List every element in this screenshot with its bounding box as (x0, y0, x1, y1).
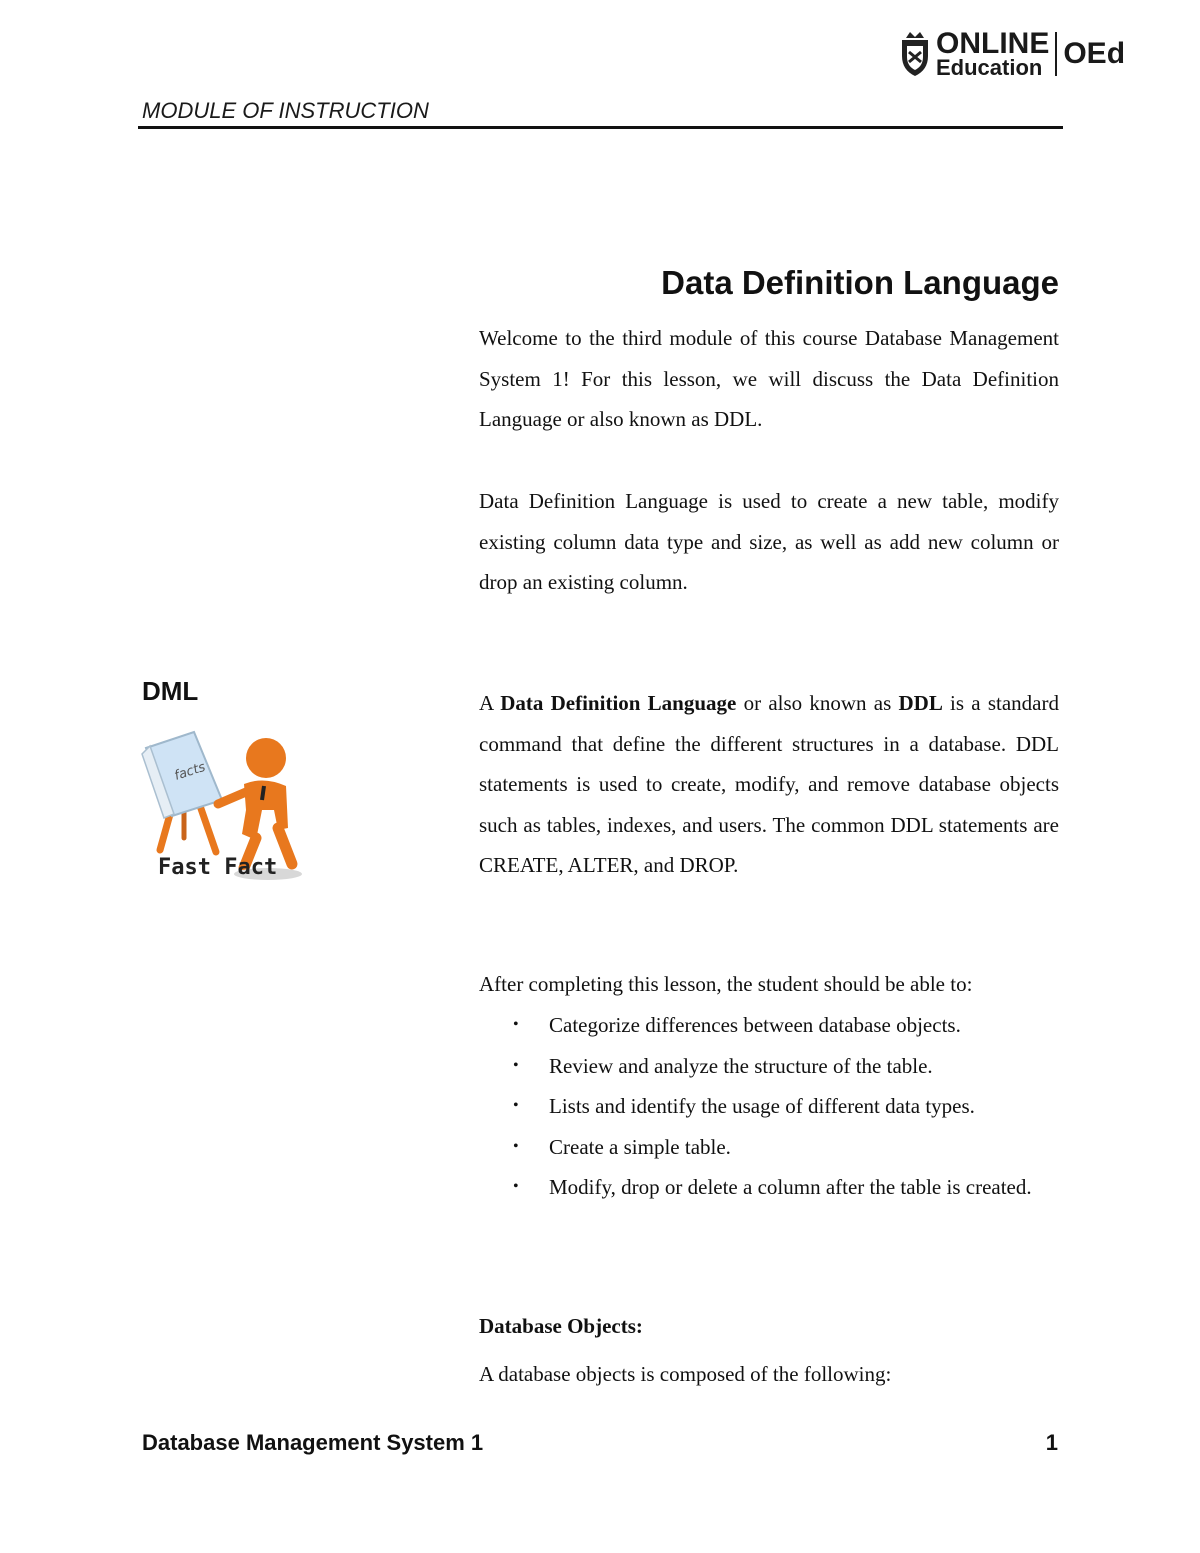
objectives-intro: After completing this lesson, the student should be able to: (479, 972, 973, 996)
bullet-icon: • (513, 1016, 519, 1033)
bullet-icon: • (513, 1056, 519, 1074)
ddl-definition-paragraph (479, 683, 1059, 886)
ddl-usage-paragraph: Data Definition Language is used to create a new table, modify existing column data type and size, as well as add new column or drop an existing column. (479, 489, 1059, 594)
list-item (507, 1167, 1059, 1208)
logo-divider (1055, 32, 1057, 76)
sidebar-heading: DML (142, 676, 199, 706)
online-education-logo (898, 26, 1134, 82)
list-item (507, 1046, 1059, 1087)
list-item (507, 1086, 1059, 1127)
logo-education-text: Education (936, 55, 1043, 80)
definition-text: or also known as (736, 691, 899, 715)
section-text: A database objects is composed of the following: (479, 1362, 892, 1386)
chart-paper-text: facts (172, 759, 208, 784)
definition-text: is a standard command that define the different structures in a database. DDL statements is used to create, modify, and remove database objects such as tables, indexes, and users. The common DDL statements are CREATE, ALTER, and DROP. (479, 691, 1059, 877)
objective-text: Modify, drop or delete a column after the table is created. (549, 1175, 1032, 1199)
logo-oed-text: OEd (1063, 37, 1126, 70)
footer-course-title: Database Management System 1 (142, 1430, 484, 1455)
list-item (507, 1127, 1059, 1168)
definition-bold-term: Data Definition Language (500, 691, 737, 715)
page-title: Data Definition Language (661, 264, 1059, 301)
objective-text: Categorize differences between database objects. (549, 1013, 961, 1037)
logo-online-text: ONLINE (936, 27, 1050, 60)
list-item (507, 1005, 1059, 1046)
fast-fact-label: Fast Fact (158, 855, 278, 880)
module-header-title: MODULE OF INSTRUCTION (142, 98, 429, 123)
header-divider (138, 126, 1063, 129)
page-number: 1 (1045, 1430, 1058, 1455)
bullet-icon: • (513, 1097, 519, 1114)
objective-text: Create a simple table. (549, 1134, 731, 1159)
section-heading: Database Objects: (479, 1314, 643, 1338)
intro-paragraph: Welcome to the third module of this course Database Management System 1! For this lesson, we will discuss the Data Definition Language or also known as DDL. (479, 326, 1059, 431)
objectives-list (507, 1005, 1059, 1208)
bullet-icon: • (513, 1178, 519, 1195)
school-crest-icon (898, 30, 932, 78)
definition-text: A (479, 691, 501, 715)
objective-text: Lists and identify the usage of different data types. (549, 1094, 975, 1118)
objective-text: Review and analyze the structure of the table. (549, 1053, 933, 1078)
bullet-icon: • (513, 1137, 519, 1155)
definition-bold-abbrev: DDL (898, 691, 943, 715)
